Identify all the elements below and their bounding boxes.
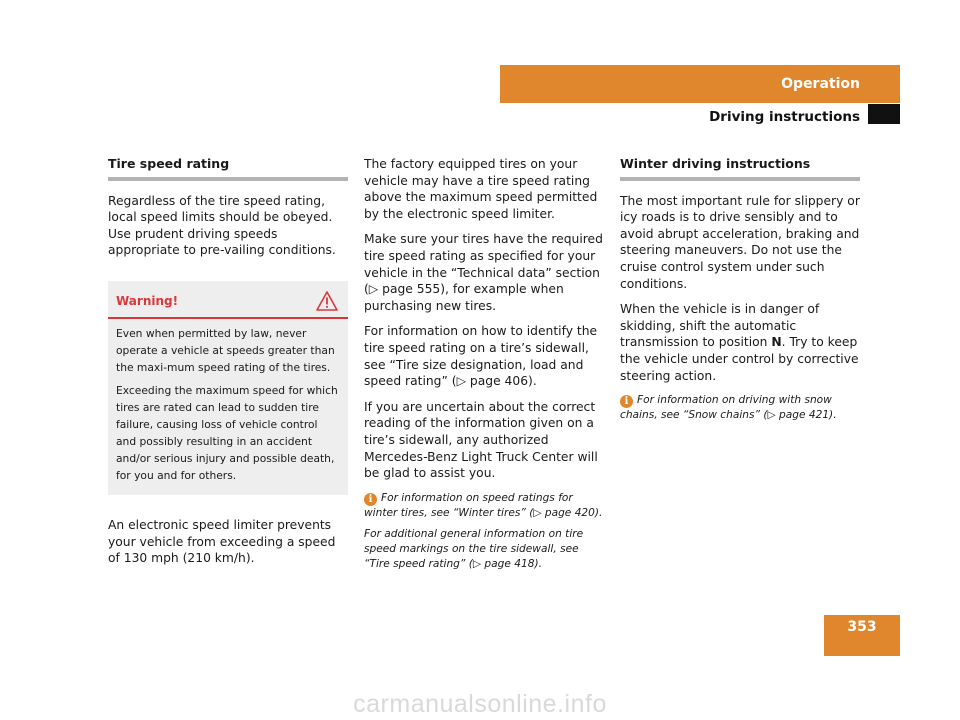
section-title-tire-speed: Tire speed rating	[108, 156, 348, 181]
header-section-title: Operation	[781, 76, 860, 92]
warning-triangle-icon	[316, 291, 338, 311]
info-note-text: For information on driving with snow chains, see “Snow chains” (▷ page 421).	[620, 394, 837, 422]
paragraph	[620, 301, 860, 384]
info-icon: i	[620, 395, 633, 408]
paragraph: The most important rule for slippery or icy roads is to drive sensibly and to avoid abrupt acceleration, braking and steering maneuvers. Do not use the cruise control system under such conditions.	[620, 193, 860, 291]
section-title-winter-driving: Winter driving instructions	[620, 156, 860, 181]
page-number: 353	[847, 619, 877, 635]
paragraph: If you are uncertain about the correct reading of the information given on a tire’s sidewall, any authorized Mercedes-Benz Light Truck Center will be glad to assist you.	[364, 399, 598, 481]
warning-box	[108, 281, 348, 495]
paragraph: An electronic speed limiter prevents your vehicle from exceeding a speed of 130 mph (210 km/h).	[108, 517, 336, 566]
paragraph: For information on how to identify the tire speed rating on a tire’s sidewall, see “Tire size designation, load and speed rating” (▷ page 406).	[364, 324, 598, 389]
paragraph: The factory equipped tires on your vehicle may have a tire speed rating above the maximum speed permitted by the electronic speed limiter.	[364, 157, 598, 221]
paragraph: Regardless of the tire speed rating, local speed limits should be obeyed. Use prudent driving speeds appropriate to pre-vailing conditions.	[108, 193, 336, 258]
footer-watermark: carmanualsonline.info	[353, 690, 607, 718]
info-note-text: For information on speed ratings for winter tires, see “Winter tires” (▷ page 420).	[364, 491, 603, 519]
column-2	[364, 156, 604, 578]
info-note	[364, 491, 604, 521]
header-subsection-title: Driving instructions	[709, 109, 860, 125]
warning-title: Warning!	[116, 293, 179, 308]
paragraph-text: . Try to keep the vehicle under control by corrective steering action.	[620, 335, 859, 383]
info-icon: i	[364, 493, 377, 506]
column-3	[620, 156, 860, 429]
warning-text: Even when permitted by law, never operate a vehicle at speeds greater than the maxi-mum speed rating of the tires.	[116, 326, 335, 374]
info-note-text: For additional general information on tire speed markings on the tire sidewall, see “Tire speed rating” (▷ page 418).	[364, 527, 584, 570]
paragraph: Make sure your tires have the required tire speed rating as specified for your vehicle in the “Technical data” section (▷ page 555), for example when purchasing new tires.	[364, 232, 603, 313]
paragraph-text: When the vehicle is in danger of skidding, shift the automatic transmission to position	[620, 302, 820, 350]
column-1	[108, 156, 348, 576]
warning-header	[108, 281, 348, 319]
info-note	[620, 393, 860, 423]
warning-text: Exceeding the maximum speed for which tires are rated can lead to sudden tire failure, causing loss of vehicle control and possibly resulting in an accident and/or serious injury and possible death, for you and for others.	[116, 383, 338, 482]
gear-position-label: N	[771, 335, 782, 350]
header-marker	[868, 104, 900, 124]
